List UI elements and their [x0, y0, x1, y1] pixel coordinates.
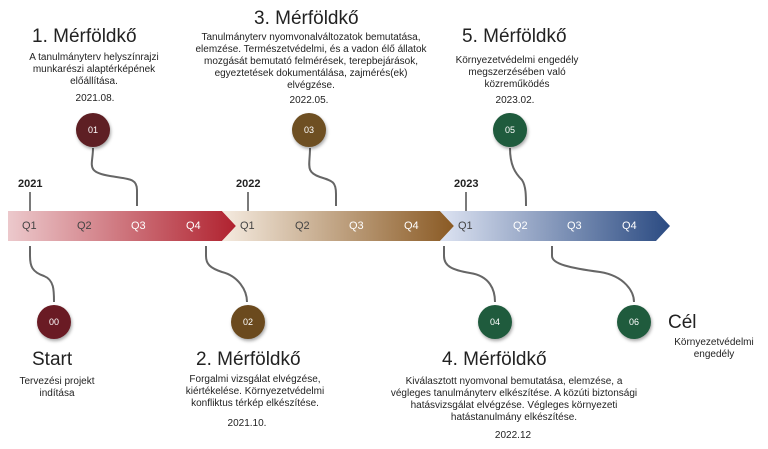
- year-label-2023: 2023: [454, 178, 479, 190]
- milestone-0-marker: 00: [37, 305, 71, 339]
- milestone-2-date: 2021.10.: [227, 418, 267, 429]
- milestone-1-marker: 01: [76, 113, 110, 147]
- quarter-label: Q1: [240, 220, 255, 232]
- milestone-2-description: Forgalmi vizsgálat elvégzése, kiértékelése. Környezetvédelmi konfliktus térkép elkészítése.: [185, 374, 325, 409]
- quarter-label: Q3: [567, 220, 582, 232]
- milestone-2-title: 2. Mérföldkő: [196, 349, 301, 370]
- milestone-5-description: Környezetvédelmi engedély megszerzésében való közreműködés: [455, 55, 579, 90]
- milestone-5-date: 2023.02.: [495, 95, 535, 106]
- timeline-segment-2022: [222, 211, 454, 241]
- year-label-2021: 2021: [18, 178, 43, 190]
- quarter-label: Q1: [22, 220, 37, 232]
- timeline-segment-2021: [8, 211, 236, 241]
- milestone-1-description: A tanulmányterv helyszínrajzi munkarészi alaptérképének előállítása.: [29, 52, 159, 87]
- milestone-5-marker: 05: [493, 113, 527, 147]
- milestone-1-title: 1. Mérföldkő: [32, 26, 137, 47]
- milestone-4-description: Kiválasztott nyomvonal bemutatása, elemzése, a végleges tanulmányterv elkészítése. A közúti biztonsági hatásvizsgálat elvégzése. Végleges környezeti hatástanulmány elkészítése.: [390, 376, 638, 423]
- year-label-2022: 2022: [236, 178, 261, 190]
- milestone-6-marker: 06: [617, 305, 651, 339]
- quarter-label: Q3: [131, 220, 146, 232]
- milestone-3-title: 3. Mérföldkő: [254, 8, 359, 29]
- milestone-3-date: 2022.05.: [289, 95, 329, 106]
- milestone-4-marker: 04: [478, 305, 512, 339]
- quarter-label: Q4: [404, 220, 419, 232]
- quarter-label: Q2: [513, 220, 528, 232]
- milestone-0-title: Start: [32, 349, 73, 370]
- milestone-5-title: 5. Mérföldkő: [462, 26, 567, 47]
- milestone-6-description: Környezetvédelmi engedély: [674, 337, 754, 360]
- quarter-label: Q2: [77, 220, 92, 232]
- milestone-1-date: 2021.08.: [75, 93, 115, 104]
- quarter-label: Q2: [295, 220, 310, 232]
- milestone-4-title: 4. Mérföldkő: [442, 349, 547, 370]
- milestone-2-marker: 02: [231, 305, 265, 339]
- quarter-label: Q4: [622, 220, 637, 232]
- quarter-label: Q1: [458, 220, 473, 232]
- milestone-3-description: Tanulmányterv nyomvonalváltozatok bemutatása, elemzése. Természetvédelmi, és a vadon élő állatok mozgását bemutató felmérések, terepbejárások, egyeztetések dokumentálása, zajmérés(ek) elvégzése.: [195, 32, 427, 91]
- milestone-0-description: Tervezési projekt indítása: [19, 376, 95, 399]
- quarter-label: Q3: [349, 220, 364, 232]
- milestone-6-title: Cél: [668, 312, 697, 333]
- quarter-label: Q4: [186, 220, 201, 232]
- milestone-4-date: 2022.12: [494, 430, 532, 441]
- milestone-3-marker: 03: [292, 113, 326, 147]
